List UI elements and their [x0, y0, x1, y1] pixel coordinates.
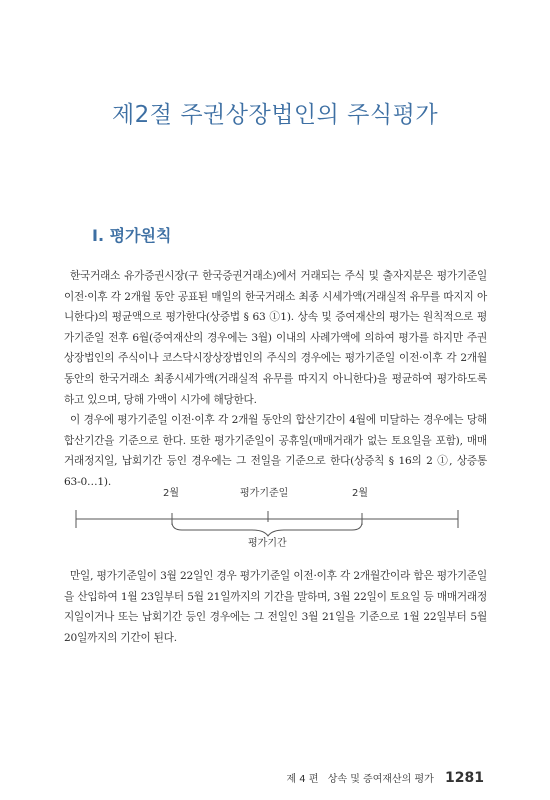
paragraph-2: 이 경우에 평가기준일 이전·이후 각 2개월 동안의 합산기간이 4월에 미달하는 경우에는 당해 합산기간을 기준으로 한다. 또한 평가기준일이 공휴일(매매거래가 없는 토요일을 포함), 매매거래정지일, 납회기간 등인 경우에는 그 전일을 기준으로 한다(상증칙 § 16의 2 ①, 상증통 63-0…1). [64, 414, 487, 488]
body-text-block [64, 266, 487, 493]
footer-title: 상속 및 증여재산의 평가 [327, 774, 434, 785]
paragraph-1: 한국거래소 유가증권시장(구 한국증권거래소)에서 거래되는 주식 및 출자지분은 평가기준일 이전·이후 각 2개월 동안 공표된 매일의 한국거래소 최종 시세가액(거래실적 유무를 따지지 아니한다)의 평균액으로 평가한다(상증법 § 63 ①1). 상속 및 증여재산의 평가는 원칙적으로 평가기준일 전후 6월(증여재산의 경우에는 3월) 이내의 사례가액에 의하여 평가를 하지만 주권상장법인의 주식이나 코스닥시장상장법인의 주식의 경우에는 평가기준일 이전·이후 각 2개월 동안의 한국거래소 최종시세가액(거래실적 유무를 따지지 아니한다)을 평균하여 평가하도록 하고 있으며, 당해 가액이 시가에 해당한다. [64, 270, 487, 406]
chapter-title: 제2절 주권상장법인의 주식평가 [111, 102, 439, 128]
page-number: 1281 [445, 770, 484, 786]
section-heading: Ⅰ. 평가원칙 [92, 226, 172, 245]
diagram-label-center: 평가기준일 [240, 488, 289, 499]
valuation-period-diagram [64, 484, 487, 549]
footer-part: 제 4 편 [286, 774, 319, 785]
page-footer [286, 770, 484, 786]
diagram-label-right: 2월 [352, 488, 369, 499]
diagram-label-left: 2월 [163, 488, 180, 499]
paragraph-example: 만일, 평가기준일이 3월 22일인 경우 평가기준일 이전·이후 각 2개월간이라 함은 평가기준일을 산입하여 1월 23일부터 5월 21일까지의 기간을 말하며, 3월 22일이 토요일 등 매매거래정지일이거나 또는 납회기간 등인 경우에는 그 전일인 3월 21일을 기준으로 1월 22일부터 5월 20일까지의 기간이 된다. [64, 570, 487, 644]
example-text-block [64, 566, 487, 648]
diagram-label-bottom: 평가기간 [248, 538, 287, 549]
